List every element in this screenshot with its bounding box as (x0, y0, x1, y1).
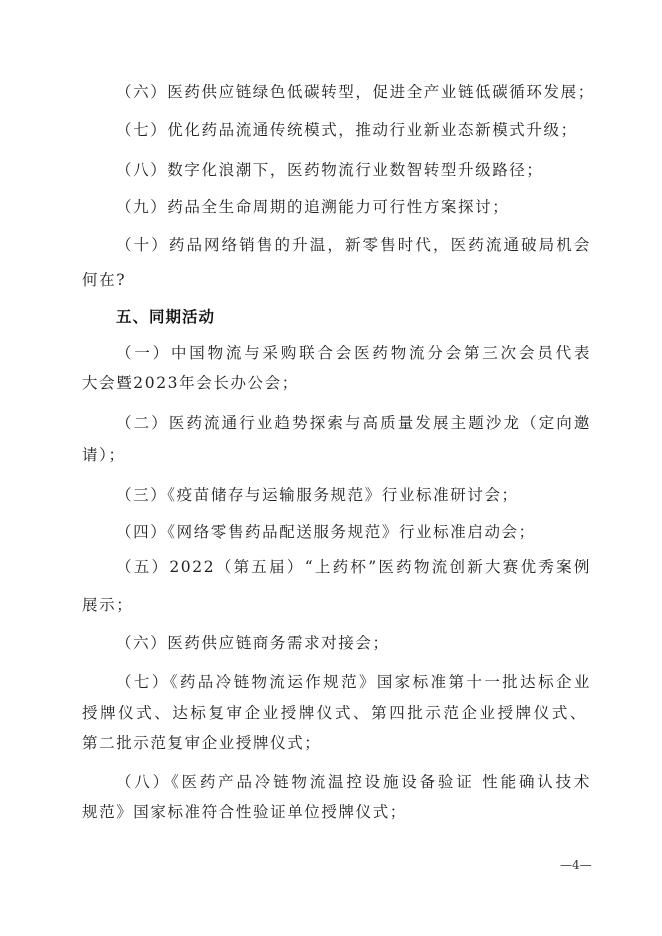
activity-7-line1: （七）《药品冷链物流运作规范》国家标准第十一批达标企业 (116, 673, 591, 691)
topic-10-line2: 何在? (82, 271, 127, 289)
activity-8-line2: 规范》国家标准符合性验证单位授牌仪式； (82, 803, 407, 821)
activity-1-line1: （一）中国物流与采购联合会医药物流分会第三次会员代表 (116, 344, 591, 362)
topic-10-line1: （十）药品网络销售的升温，新零售时代，医药流通破局机会 (116, 236, 591, 254)
activity-4: （四）《网络零售药品配送服务规范》行业标准启动会； (116, 523, 536, 541)
activity-2-line1: （二）医药流通行业趋势探索与高质量发展主题沙龙（定向邀 (116, 414, 591, 432)
activity-5-line2: 展示； (82, 596, 134, 614)
topic-8: （八）数字化浪潮下，医药物流行业数智转型升级路径； (116, 161, 544, 179)
topic-9: （九）药品全生命周期的追溯能力可行性方案探讨； (116, 198, 510, 216)
activity-7-line3: 第二批示范复审企业授牌仪式； (82, 734, 322, 752)
activity-5-line1: （五）2022（第五届）“上药杯”医药物流创新大赛优秀案例 (116, 558, 591, 576)
page-number: —4— (560, 858, 592, 872)
activity-8-line1: （八）《医药产品冷链物流温控设施设备验证 性能确认技术 (116, 773, 591, 791)
activity-2-line2: 请）； (82, 446, 126, 464)
section-heading: 五、同期活动 (116, 308, 216, 326)
activity-6: （六）医药供应链商务需求对接会； (116, 634, 390, 652)
topic-7: （七）优化药品流通传统模式，推动行业新业态新模式升级； (116, 121, 578, 139)
activity-3: （三）《疫苗储存与运输服务规范》行业标准研讨会； (116, 486, 519, 504)
activity-1-line2: 大会暨2023年会长办公会； (82, 374, 299, 392)
topic-6: （六）医药供应链绿色低碳转型，促进全产业链低碳循环发展； (116, 83, 595, 101)
activity-7-line2: 授牌仪式、达标复审企业授牌仪式、第四批示范企业授牌仪式、 (82, 704, 587, 722)
